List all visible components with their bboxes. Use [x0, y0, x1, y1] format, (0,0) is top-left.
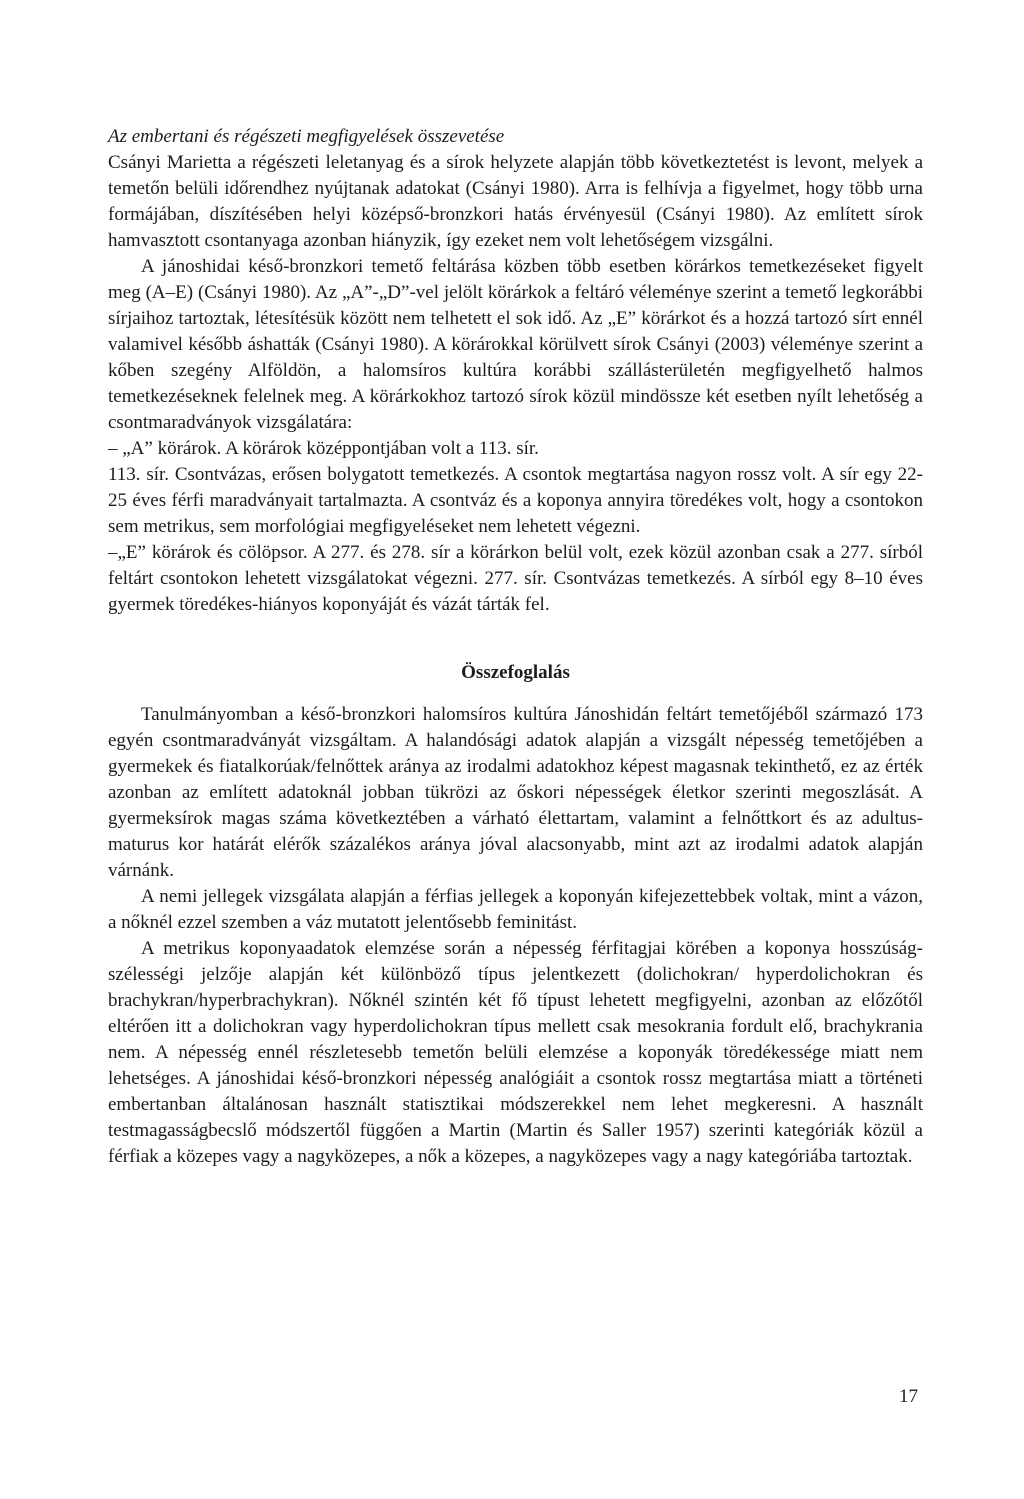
summary-section: [108, 660, 923, 1170]
paragraph: A metrikus koponyaadatok elemzése során a népesség férfitagjai körében a koponya hosszúság-szélességi jelzője alapján két különböző típus jelentkezett (dolichokran/ hyperdolichokran és brachykran/hyperbrachykran). Nőknél szintén két fő típust lehetett megfigyelni, azonban az előzőtől eltérően itt a dolichokran vagy hyperdolichokran típus mellett csak mesokrania fordult elő, brachykrania nem. A népesség ennél részletesebb temetőn belüli elemzése a koponyák töredékessége miatt nem lehetséges. A jánoshidai késő-bronzkori népesség analógiáit a csontok rossz megtartása miatt a történeti embertanban általánosan használt statisztikai módszerekkel nem lehet megkeresni. A használt testmagasságbecslő módszertől függően a Martin (Martin és Saller 1957) szerinti kategóriák közül a férfiak a közepes vagy a nagyközepes, a nők a közepes, a nagyközepes vagy a nagy kategóriába tartoztak.: [108, 938, 923, 1167]
summary-title: Összefoglalás: [461, 662, 570, 683]
paragraph: A nemi jellegek vizsgálata alapján a férfias jellegek a koponyán kifejezettebbek voltak, mint a vázon, a nőknél ezzel szemben a váz mutatott jelentősebb feminitást.: [108, 886, 923, 933]
page-content: [108, 124, 923, 1170]
comparison-section: [108, 124, 923, 618]
paragraph: – „A” körárok. A körárok középpontjában volt a 113. sír.: [108, 438, 539, 459]
paragraph: –„E” körárok és cölöpsor. A 277. és 278. sír a körárkon belül volt, ezek közül azonban csak a 277. sírból feltárt csontokon lehetett vizsgálatokat végezni. 277. sír. Csontvázas temetkezés. A sírból egy 8–10 éves gyermek töredékes-hiányos koponyáját és vázát tárták fel.: [108, 542, 923, 615]
paragraph: Tanulmányomban a késő-bronzkori halomsíros kultúra Jánoshidán feltárt temetőjéből származó 173 egyén csontmaradványát vizsgáltam. A halandósági adatok alapján a vizsgált népesség temetőjében a gyermekek és fiatalkorúak/felnőttek aránya az irodalmi adatokhoz képest magasnak tekinthető, ez az érték azonban az említett adatoknál jobban tükrözi az őskori népességek életkor szerinti megoszlását. A gyermeksírok magas száma következtében a várható élettartam, valamint a felnőttkort és az adultus-maturus kor határát elérők százalékos aránya jóval alacsonyabb, mint azt az irodalmi adatok alapján várnánk.: [108, 704, 923, 881]
paragraph: Csányi Marietta a régészeti leletanyag és a sírok helyzete alapján több következtetést is levont, melyek a temetőn belüli időrendhez nyújtanak adatokat (Csányi 1980). Arra is felhívja a figyelmet, hogy több urna formájában, díszítésében helyi középső-bronzkori hatás érvényesül (Csányi 1980). Az említett sírok hamvasztott csontanyaga azonban hiányzik, így ezeket nem volt lehetőségem vizsgálni.: [108, 152, 923, 251]
section-heading: Az embertani és régészeti megfigyelések összevetése: [108, 126, 505, 147]
paragraph: A jánoshidai késő-bronzkori temető feltárása közben több esetben körárkos temetkezéseket figyelt meg (A–E) (Csányi 1980). Az „A”-„D”-vel jelölt körárkok a feltáró véleménye szerint a temető legkorábbi sírjaihoz tartoztak, létesítésük között nem telhetett el sok idő. Az „E” körárkot és a hozzá tartozó sírt ennél valamivel később áshatták (Csányi 1980). A körárokkal körülvett sírok Csányi (2003) véleménye szerint a kőben szegény Alföldön, a halomsíros kultúra korábbi szállásterületén megfigyelhető halmos temetkezéseknek felelnek meg. A körárkokhoz tartozó sírok közül mindössze két esetben nyílt lehetőség a csontmaradványok vizsgálatára:: [108, 256, 923, 433]
paragraph: 113. sír. Csontvázas, erősen bolygatott temetkezés. A csontok megtartása nagyon rossz volt. A sír egy 22-25 éves férfi maradványait tartalmazta. A csontváz és a koponya annyira töredékes volt, hogy a csontokon sem metrikus, sem morfológiai megfigyeléseket nem lehetett végezni.: [108, 464, 923, 537]
page-number: 17: [899, 1386, 918, 1407]
